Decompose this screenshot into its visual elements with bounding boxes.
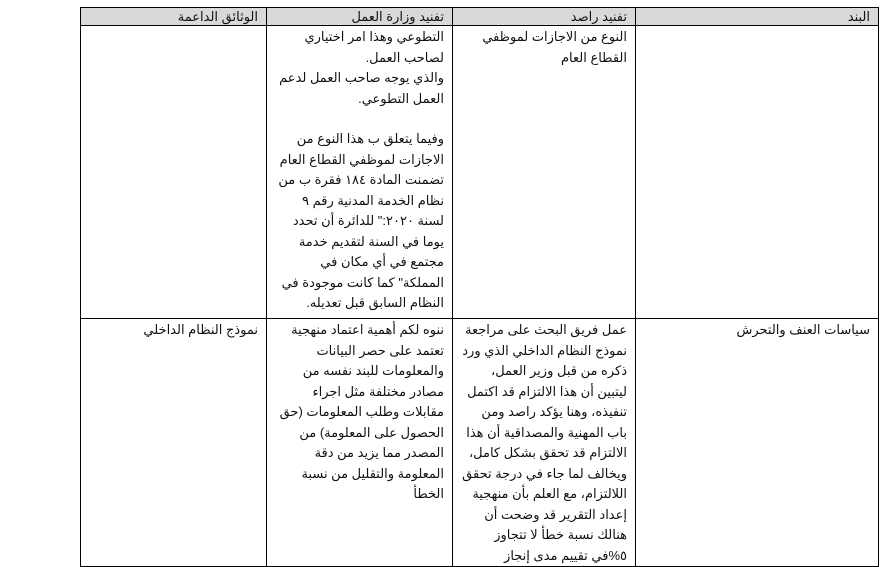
cell-item: سياسات العنف والتحرش [636, 319, 879, 567]
cell-supporting-docs: نموذج النظام الداخلي [81, 319, 267, 567]
ministry-paragraph: التطوعي وهذا امر اختياري لصاحب العمل. [304, 29, 444, 65]
table-row [81, 26, 879, 319]
ministry-paragraph: وفيما يتعلق ب هذا النوع من الاجازات لموظفي القطاع العام تضمنت المادة ١٨٤ فقرة ب من نظام الخدمة المدنية رقم ٩ لسنة ٢٠٢٠:" للدائرة أن تحدد يوما في السنة لتقديم خدمة مجتمع في أي مكان في المملكة" كما كانت موجودة في النظام السابق قبل تعديله. [278, 131, 444, 310]
table-header-row [81, 8, 879, 26]
cell-supporting-docs [81, 26, 267, 319]
cell-ministry-rebuttal: ننوه لكم أهمية اعتماد منهجية تعتمد على حصر البيانات والمعلومات للبند نفسه من مصادر مختلفة مثل اجراء مقابلات وطلب المعلومات (حق الحصول على المعلومة) من المصدر مما يزيد من دقة المعلومة والتقليل من نسبة الخطأ [267, 319, 453, 567]
cell-rased-rebuttal: النوع من الاجازات لموظفي القطاع العام [453, 26, 636, 319]
commitments-table [80, 7, 879, 567]
cell-rased-rebuttal: عمل فريق البحث على مراجعة نموذج النظام الداخلي الذي ورد ذكره من قبل وزير العمل، ليتبين أن هذا الالتزام قد اكتمل تنفيذه، وهنا يؤكد راصد ومن باب المهنية والمصداقية أن هذا الالتزام قد تحقق بشكل كامل، ويخالف لما جاء في درجة تحقق اللالتزام، مع العلم بأن منهجية إعداد التقرير قد وضحت أن هنالك نسبة خطأ لا تتجاوز ٥%في تقييم مدى إنجاز [453, 319, 636, 567]
header-supporting-docs: الوثائق الداعمة [81, 8, 267, 26]
cell-item [636, 26, 879, 319]
cell-ministry-rebuttal [267, 26, 453, 319]
header-item: البند [636, 8, 879, 26]
paragraph-spacer [273, 109, 444, 129]
header-ministry-rebuttal: تفنيد وزارة العمل [267, 8, 453, 26]
header-rased-rebuttal: تفنيد راصد [453, 8, 636, 26]
table-row [81, 319, 879, 567]
ministry-paragraph: والذي يوجه صاحب العمل لدعم العمل التطوعي. [279, 70, 444, 106]
